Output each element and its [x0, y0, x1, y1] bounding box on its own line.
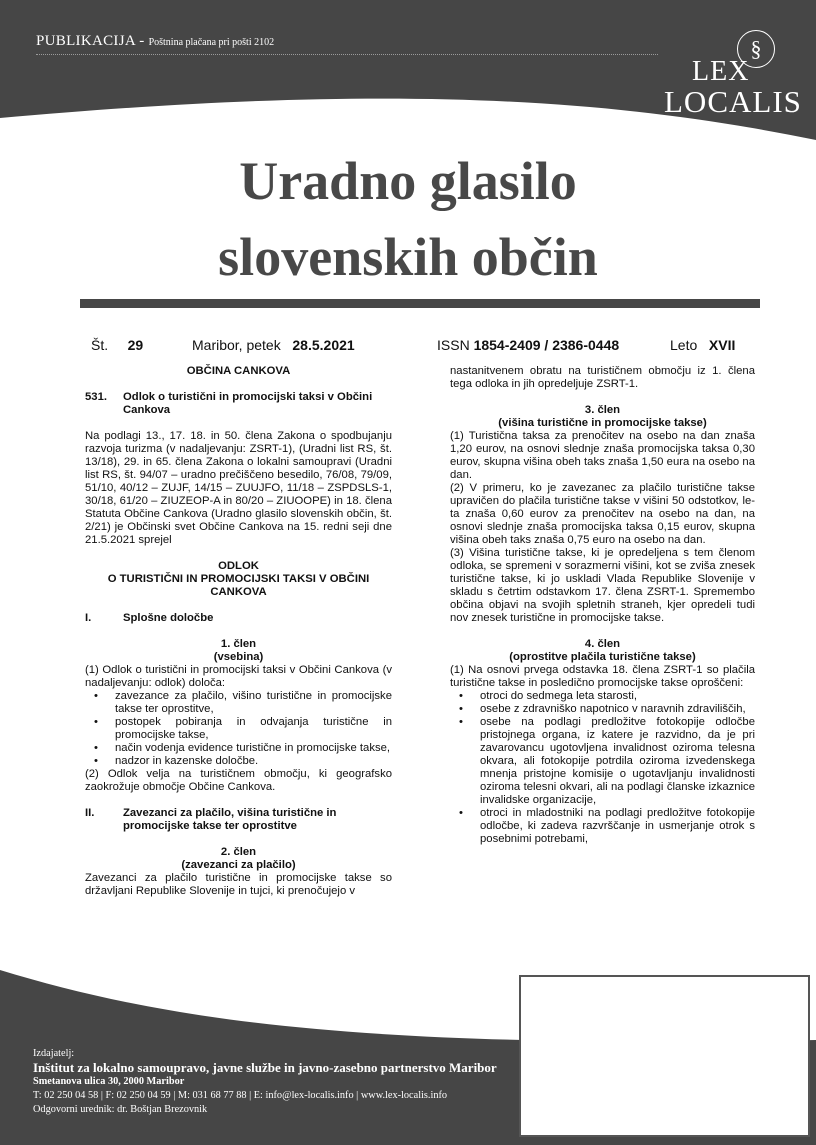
right-column: [450, 365, 755, 846]
article-3-subtitle: (višina turistične in promocijske takse): [498, 417, 707, 429]
paragraph-sign-icon: §: [737, 30, 775, 68]
preamble: Na podlagi 13., 17. 18. in 50. člena Zakona o spodbujanju razvoja turizma (v nadaljevanju: ZSRT-1), (Uradni list RS, št. 13/18), 29. in 65. člena Zakona o lokalni samoupravi (Uradni list RS, št. 94/07 – uradno prečiščeno besedilo, 76/08, 79/09, 51/10, 40/12 – ZUJF, 14/15 – ZUUJFO, 11/18 – ZSPDSLS-1, 30/18, 61/20 – ZIUZEOP-A in 80/20 – ZIUOOPE) in 18. člena Statuta Občine Cankova (Uradno glasilo slovenskih občin, št. 2/21) je Občinski svet Občine Cankova na 15. redni seji dne 21.5.2021 sprejel: [85, 430, 392, 546]
issue-date: Maribor, petek 28.5.2021: [192, 337, 355, 353]
dotted-divider: [36, 54, 658, 55]
logo-lex: LEX: [692, 56, 750, 87]
article-3-paragraph-2: (2) V primeru, ko je zavezanec za plačilo turistične takse upravičen do plačila turistične takse v višini 50 odstotkov, le-ta znaša 0,60 eurov za prenočitev na osebo na dan, na osnovi slednje znaša promocijska taksa 0,15 eurov, skupna višina obeh taks znaša 0,75 euro na osebo na dan.: [450, 482, 755, 546]
article-1-list: [85, 690, 392, 768]
article-1-paragraph-2: (2) Odlok velja na turističnem območju, ki geografsko zaokrožuje območje Občine Cankova.: [85, 768, 392, 793]
blank-box: [519, 975, 810, 1137]
year-volume: Leto XVII: [670, 337, 736, 353]
list-item: • način vodenja evidence turistične in promocijske takse,: [85, 742, 392, 755]
article-2-paragraph-1: Zavezanci za plačilo turistične in promocijske takse so državljani Republike Slovenije in tujci, ki prenočujejo v: [85, 872, 392, 897]
article-4-number: 4. člen: [584, 638, 621, 650]
publisher-contacts: T: 02 250 04 58 | F: 02 250 04 59 | M: 031 68 77 88 | E: info@lex-localis.info | www.lex-localis.info: [33, 1090, 448, 1101]
municipality-heading: OBČINA CANKOVA: [186, 365, 291, 377]
header-banner: [0, 0, 816, 140]
article-3-number: 3. člen: [584, 404, 621, 416]
article-4-list: [450, 690, 755, 846]
publication-line: PUBLIKACIJA - Poštnina plačana pri pošti 2102: [36, 33, 275, 49]
list-item: • zavezance za plačilo, višino turistične in promocijske takse ter oprostitve,: [85, 690, 392, 716]
article-4-subtitle: (oprostitve plačila turistične takse): [509, 651, 696, 663]
article-2-subtitle: (zavezanci za plačilo): [181, 859, 296, 871]
title-line-1: Uradno glasilo: [239, 151, 577, 211]
list-item: • nadzor in kazenske določbe.: [85, 755, 392, 768]
issue-number: Št. 29: [91, 337, 144, 353]
article-3-paragraph-3: (3) Višina turistične takse, ki je opredeljena s tem členom odloka, se spremeni v sorazmerni višini, kot se zviša znesek turistične takse, ki jo uskladi Vlada Republike Slovenije v skladu s četrtim odstavkom 17. člena ZSRT-1. Spremembo občina objavi na svojih spletnih straneh, kjer opredeli tudi nov znesek turistične in promocijske takse.: [450, 547, 755, 624]
article-1-paragraph-1: (1) Odlok o turistični in promocijski taksi v Občini Cankova (v nadaljevanju: odlok) določa:: [85, 664, 392, 689]
act-heading: 531. Odlok o turistični in promocijski taksi v Občini Cankova: [85, 391, 373, 416]
article-1-subtitle: (vsebina): [213, 651, 264, 663]
section-1-heading: I. Splošne določbe: [85, 612, 214, 624]
publisher-address: Smetanova ulica 30, 2000 Maribor: [33, 1076, 185, 1087]
list-item: • postopek pobiranja in odvajanja turistične in promocijske takse,: [85, 716, 392, 742]
list-item: • osebe na podlagi predložitve fotokopije odločbe pristojnega organa, iz katere je razvidno, da je pri zavarovancu ugotovljena invalidnost oziroma telesna okvara, ali fotokopije potrdila oziroma izvedenskega mnenja pristojne komisije o ugotavljanju invalidnosti oziroma telesni okvari, ali na podlagi članske izkaznice invalidske organizacije,: [450, 716, 755, 807]
article-3-paragraph-1: (1) Turistična taksa za prenočitev na osebo na dan znaša 1,20 eurov, na osnovi slednje znaša promocijska taksa 0,30 eurov, skupna višina obeh taks znaša 1,50 eura na osebo na dan.: [450, 430, 755, 481]
odlok-title: O TURISTIČNI IN PROMOCIJSKI TAKSI V OBČINI CANKOVA: [107, 573, 370, 598]
continued-text: nastanitvenem obratu na turističnem območju iz 1. člena tega odloka in jih opredeljuje ZSRT-1.: [450, 365, 755, 390]
postage-note: Poštnina plačana pri pošti 2102: [148, 37, 275, 48]
title-line-2: slovenskih občin: [218, 227, 598, 287]
list-item: • osebe z zdravniško napotnico v naravnih zdraviliščih,: [450, 703, 755, 716]
publisher-info: [33, 1047, 497, 1117]
publisher-name: Inštitut za lokalno samoupravo, javne službe in javno-zasebno partnerstvo Maribor: [33, 1060, 497, 1075]
article-2-number: 2. člen: [220, 846, 257, 858]
article-4-paragraph-1: (1) Na osnovi prvega odstavka 18. člena ZSRT-1 so plačila turistične takse in posledično promocijske takse oproščeni:: [450, 664, 755, 689]
title-rule: [80, 299, 760, 308]
section-2-heading: II. Zavezanci za plačilo, višina turistične in promocijske takse ter oprostitve: [85, 807, 337, 832]
article-1-number: 1. člen: [220, 638, 257, 650]
list-item: • otroci in mladostniki na podlagi predložitve fotokopije odločbe, ki zadeva razvrščanje in usmerjanje otrok s posebnimi potrebami,: [450, 807, 755, 846]
publisher-label: Izdajatelj:: [33, 1048, 75, 1059]
left-column: [85, 365, 392, 898]
publication-label: PUBLIKACIJA: [36, 33, 136, 49]
logo-localis: LOCALIS: [664, 84, 802, 119]
publisher-editor: Odgovorni urednik: dr. Boštjan Brezovnik: [33, 1104, 208, 1115]
list-item: • otroci do sedmega leta starosti,: [450, 690, 755, 703]
issn: ISSN 1854-2409 / 2386-0448: [437, 337, 620, 353]
odlok-label: ODLOK: [218, 560, 259, 572]
